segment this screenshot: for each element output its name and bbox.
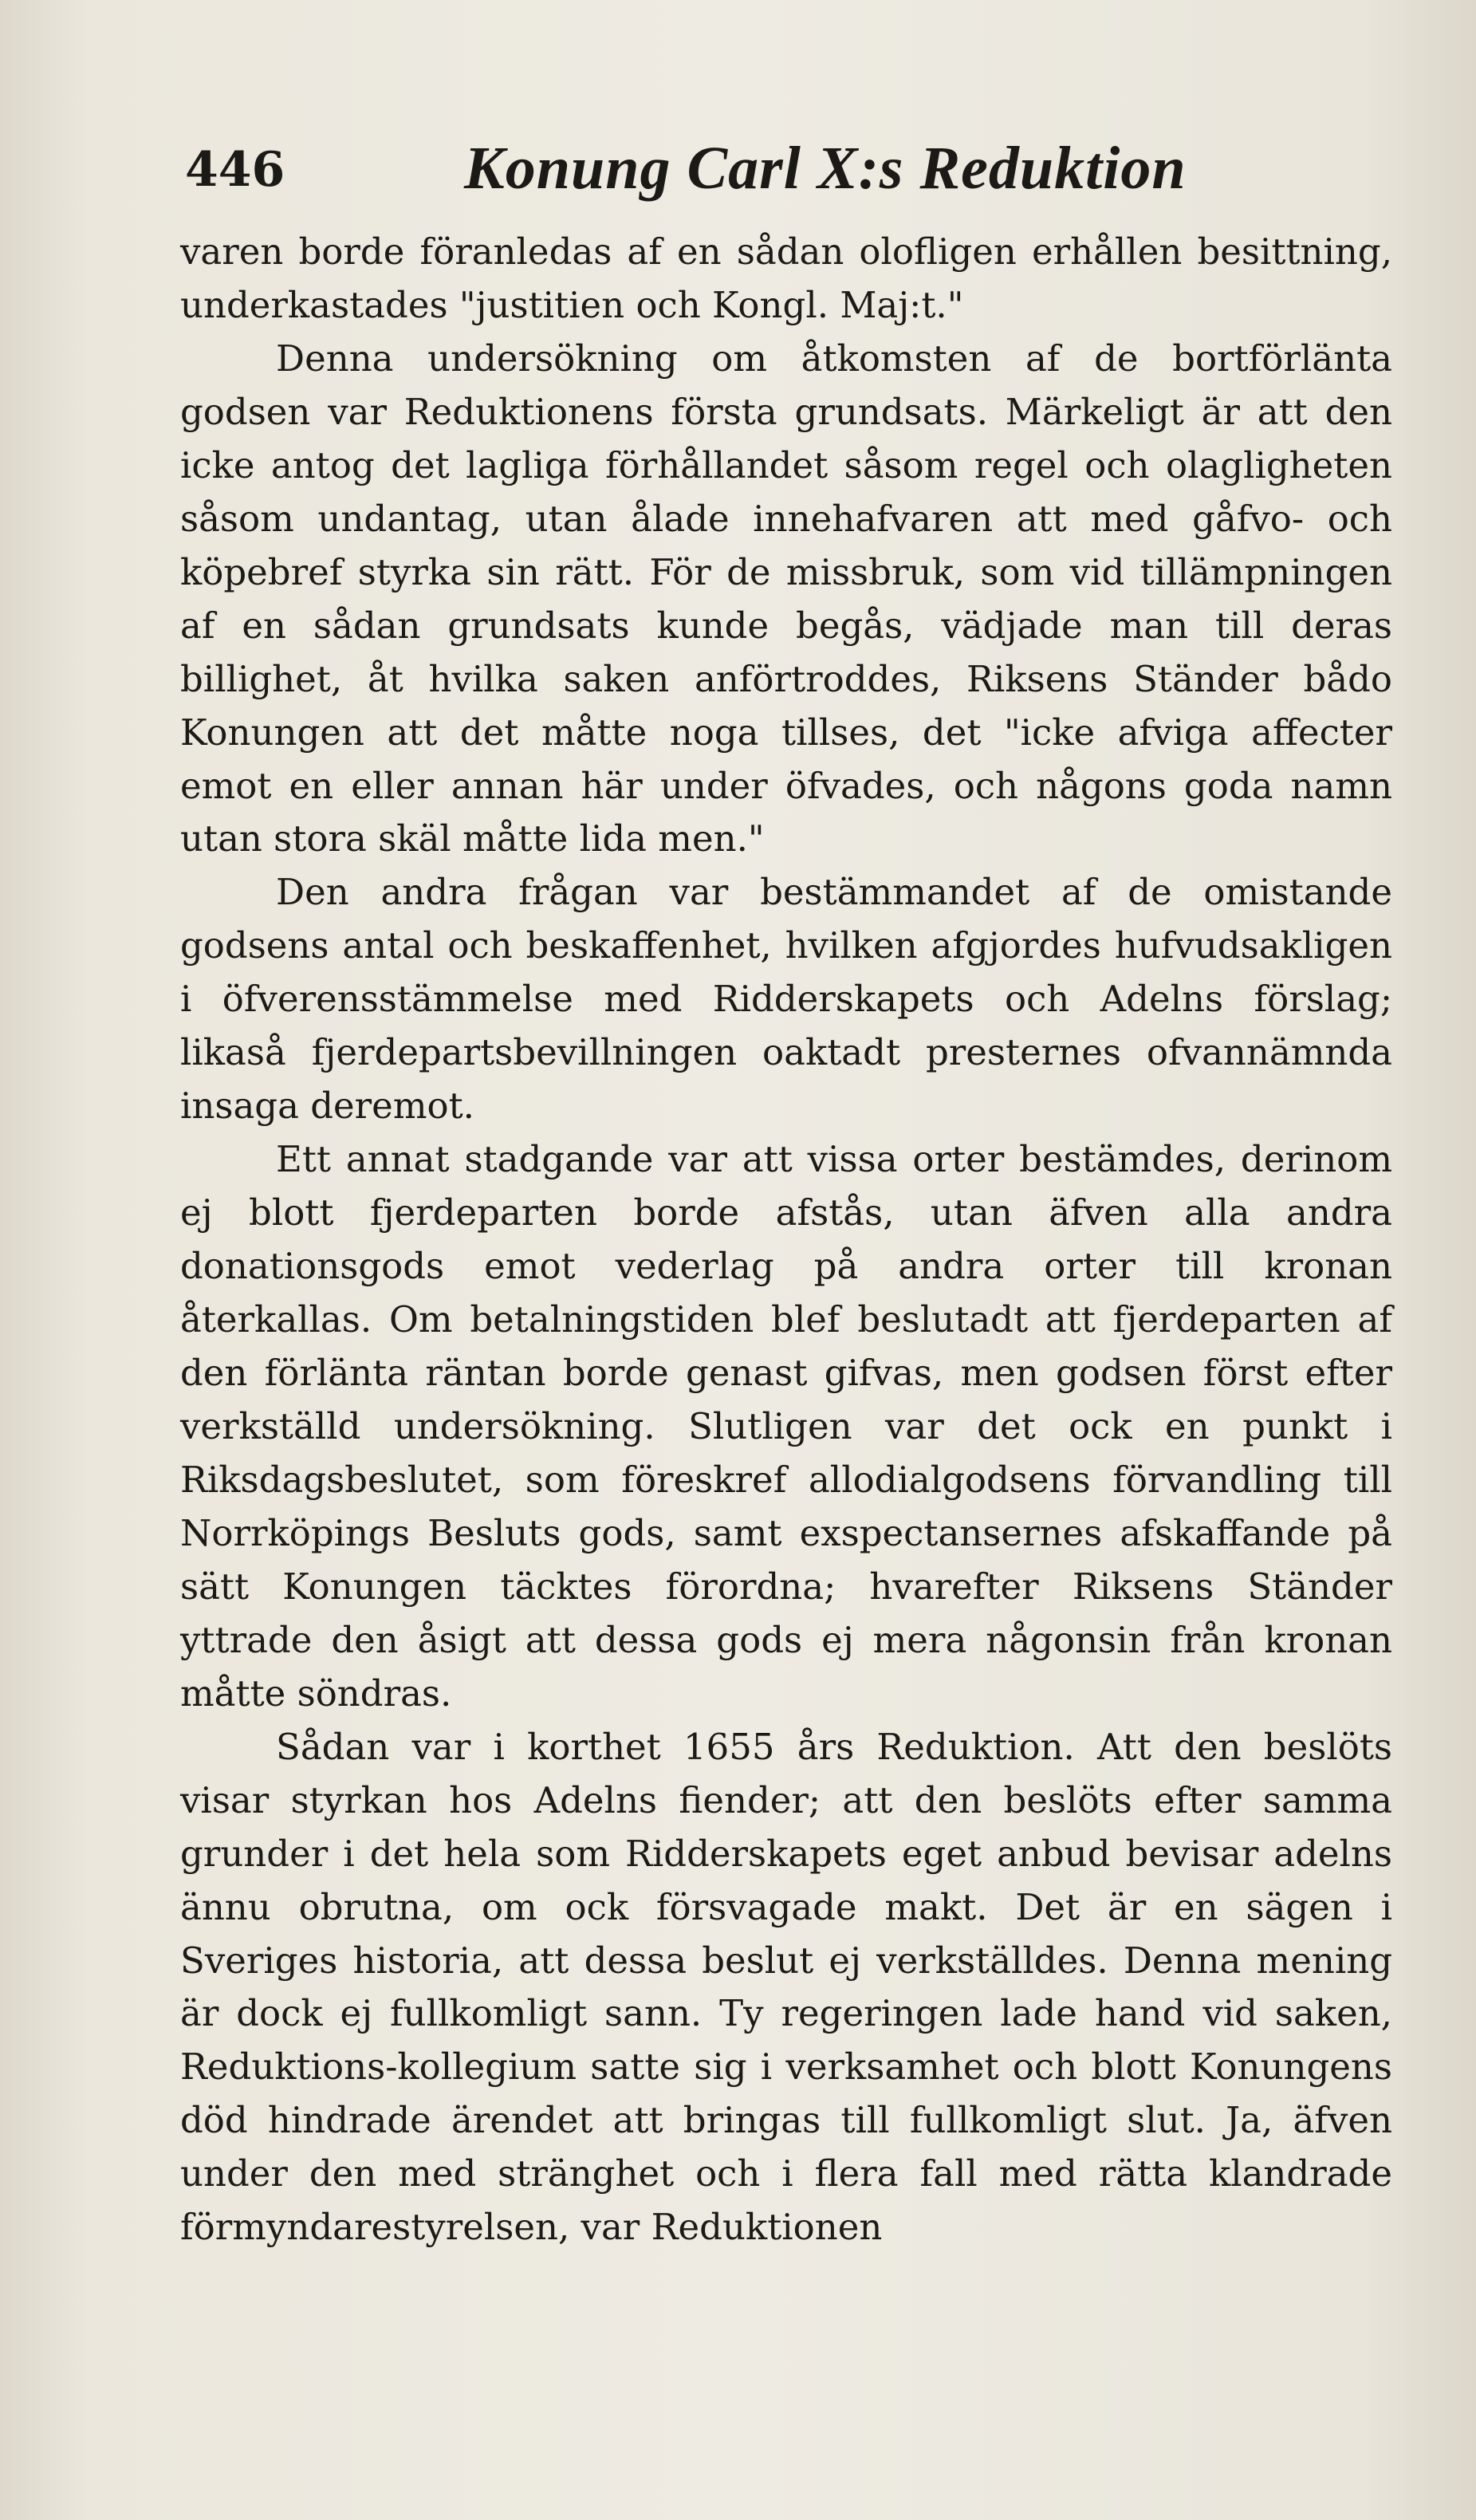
page-header bbox=[185, 134, 1393, 230]
paragraph: Den andra frågan var bestämmandet af de omistande godsens antal och beskaffenhet, hvilken afgjordes hufvudsakligen i öfverensstämmelse med Ridderskapets och Adelns förslag; likaså fjerdepartsbevillningen oaktadt presternes ofvannämnda insaga deremot. bbox=[180, 871, 1392, 1128]
running-title: Konung Carl X:s Reduktion bbox=[464, 135, 1187, 202]
paragraph: Sådan var i korthet 1655 års Reduktion. Att den beslöts visar styrkan hos Adelns fiender; att den beslöts efter samma grunder i det hela som Ridderskapets eget anbud bevisar adelns ännu obrutna, om ock försvagade makt. Det är en sägen i Sveriges historia, att dessa beslut ej verkställdes. Denna mening är dock ej fullkomligt sann. Ty regeringen lade hand vid saken, Reduktions-kollegium satte sig i verksamhet och blott Konungens död hindrade ärendet att bringas till fullkomligt slut. Ja, äfven under den med stränghet och i flera fall med rätta klandrade förmyndarestyrelsen, var Reduktionen bbox=[180, 1725, 1392, 2249]
body-text bbox=[180, 226, 1392, 2254]
paragraph-continuation: varen borde föranledas af en sådan olofligen erhållen besittning, underkastades "justitien och Kongl. Maj:t." bbox=[180, 230, 1392, 326]
page-number: 446 bbox=[185, 142, 285, 198]
paragraph: Ett annat stadgande var att vissa orter bestämdes, derinom ej blott fjerdeparten borde afstås, utan äfven alla andra donationsgods emot vederlag på andra orter till kronan återkallas. Om betalningstiden blef beslutadt att fjerdeparten af den förlänta räntan borde genast gifvas, men godsen först efter verkställd undersökning. Slutligen var det ock en punkt i Riksdagsbeslutet, som föreskref allodialgodsens förvandling till Norrköpings Besluts gods, samt exspectansernes afskaffande på sätt Konungen täcktes förordna; hvarefter Riksens Ständer yttrade den åsigt att dessa gods ej mera någonsin från kronan måtte söndras. bbox=[180, 1138, 1392, 1715]
paragraph: Denna undersökning om åtkomsten af de bortförlänta godsen var Reduktionens första grundsats. Märkeligt är att den icke antog det lagliga förhållandet såsom regel och olagligheten såsom undantag, utan ålade innehafvaren att med gåfvo- och köpebref styrka sin rätt. För de missbruk, som vid tillämpningen af en sådan grundsats kunde begås, vädjade man till deras billighet, åt hvilka saken anförtroddes, Riksens Ständer bådo Konungen att det måtte noga tillses, det "icke afviga affecter emot en eller annan här under öfvades, och någons goda namn utan stora skäl måtte lida men." bbox=[180, 337, 1392, 860]
